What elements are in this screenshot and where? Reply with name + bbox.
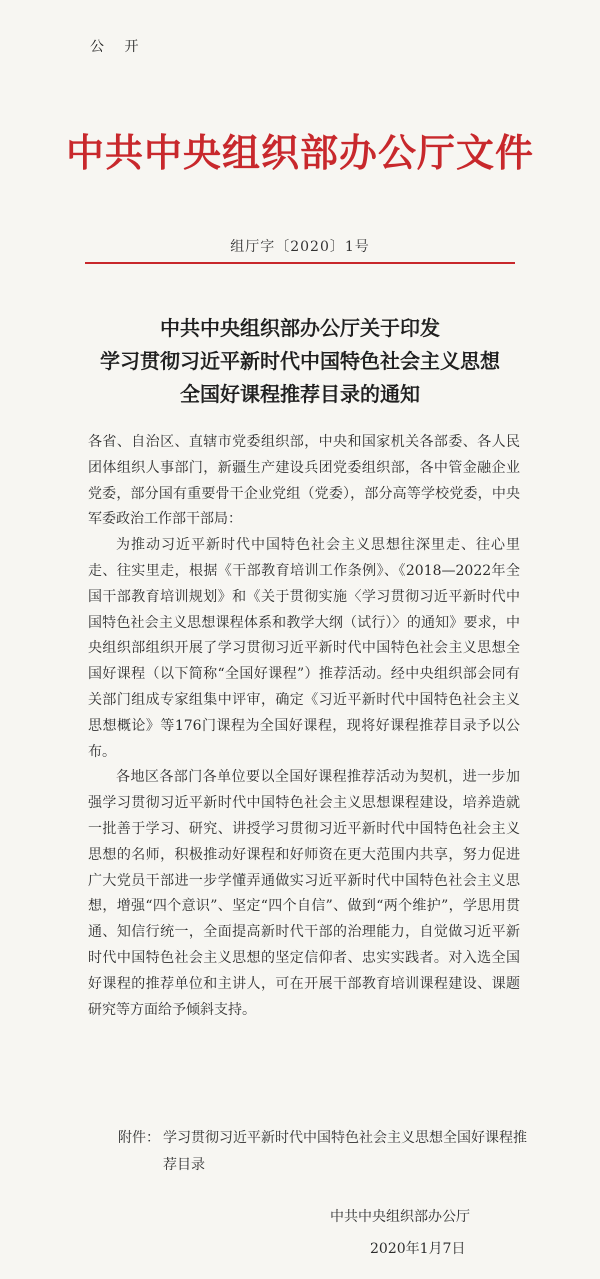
classification-label: 公 开 (90, 39, 147, 55)
notice-body (88, 430, 520, 1023)
body-paragraph-2: 各地区各部门各单位要以全国好课程推荐活动为契机，进一步加强学习贯彻习近平新时代中国特色社会主义思想课程建设，培养造就一批善于学习、研究、讲授学习贯彻习近平新时代中国特色社会主义思想的名师，积极推动好课程和好师资在更大范围内共享，努力促进广大党员干部进一步学懂弄通做实习近平新时代中国特色社会主义思想，增强“四个意识”、坚定“四个自信”、做到“两个维护”，学思用贯通、知信行统一，全面提高新时代干部的治理能力，自觉做习近平新时代中国特色社会主义思想的坚定信仰者、忠实实践者。对入选全国好课程的推荐单位和主讲人，可在开展干部教育培训课程建设、课题研究等方面给予倾斜支持。 (88, 769, 520, 1018)
attachment-text: 学习贯彻习近平新时代中国特色社会主义思想全国好课程推荐目录 (163, 1130, 527, 1173)
attachment-label: 附件： (118, 1130, 160, 1146)
issue-date: 2020年1月7日 (370, 1241, 466, 1257)
document-number: 组厅字〔2020〕1号 (230, 239, 370, 255)
masthead-title: 中共中央组织部办公厅文件 (65, 130, 534, 175)
notice-title-line-3: 全国好课程推荐目录的通知 (180, 382, 420, 406)
addressees-paragraph: 各省、自治区、直辖市党委组织部，中央和国家机关各部委、各人民团体组织人事部门，新疆生产建设兵团党委组织部，各中管金融企业党委，部分国有重要骨干企业党组（党委），部分高等学校党委，中央军委政治工作部干部局： (88, 434, 520, 528)
notice-title (0, 312, 600, 411)
notice-title-line-1: 中共中央组织部办公厅关于印发 (160, 316, 440, 340)
body-paragraph-1: 为推动习近平新时代中国特色社会主义思想往深里走、往心里走、往实里走，根据《干部教育培训工作条例》、《2018—2022年全国干部教育培训规划》和《关于贯彻实施〈学习贯彻习近平新时代中国特色社会主义思想课程体系和教学大纲（试行）〉的通知》要求，中央组织部组织开展了学习贯彻习近平新时代中国特色社会主义思想全国好课程（以下简称“全国好课程”）推荐活动。经中央组织部会同有关部门组成专家组集中评审，确定《习近平新时代中国特色社会主义思想概论》等176门课程为全国好课程，现将好课程推荐目录予以公布。 (88, 537, 520, 760)
notice-title-line-2: 学习贯彻习近平新时代中国特色社会主义思想 (100, 349, 500, 373)
red-divider-line (85, 262, 515, 264)
issuing-office: 中共中央组织部办公厅 (330, 1209, 470, 1225)
attachment-note (118, 1125, 528, 1179)
